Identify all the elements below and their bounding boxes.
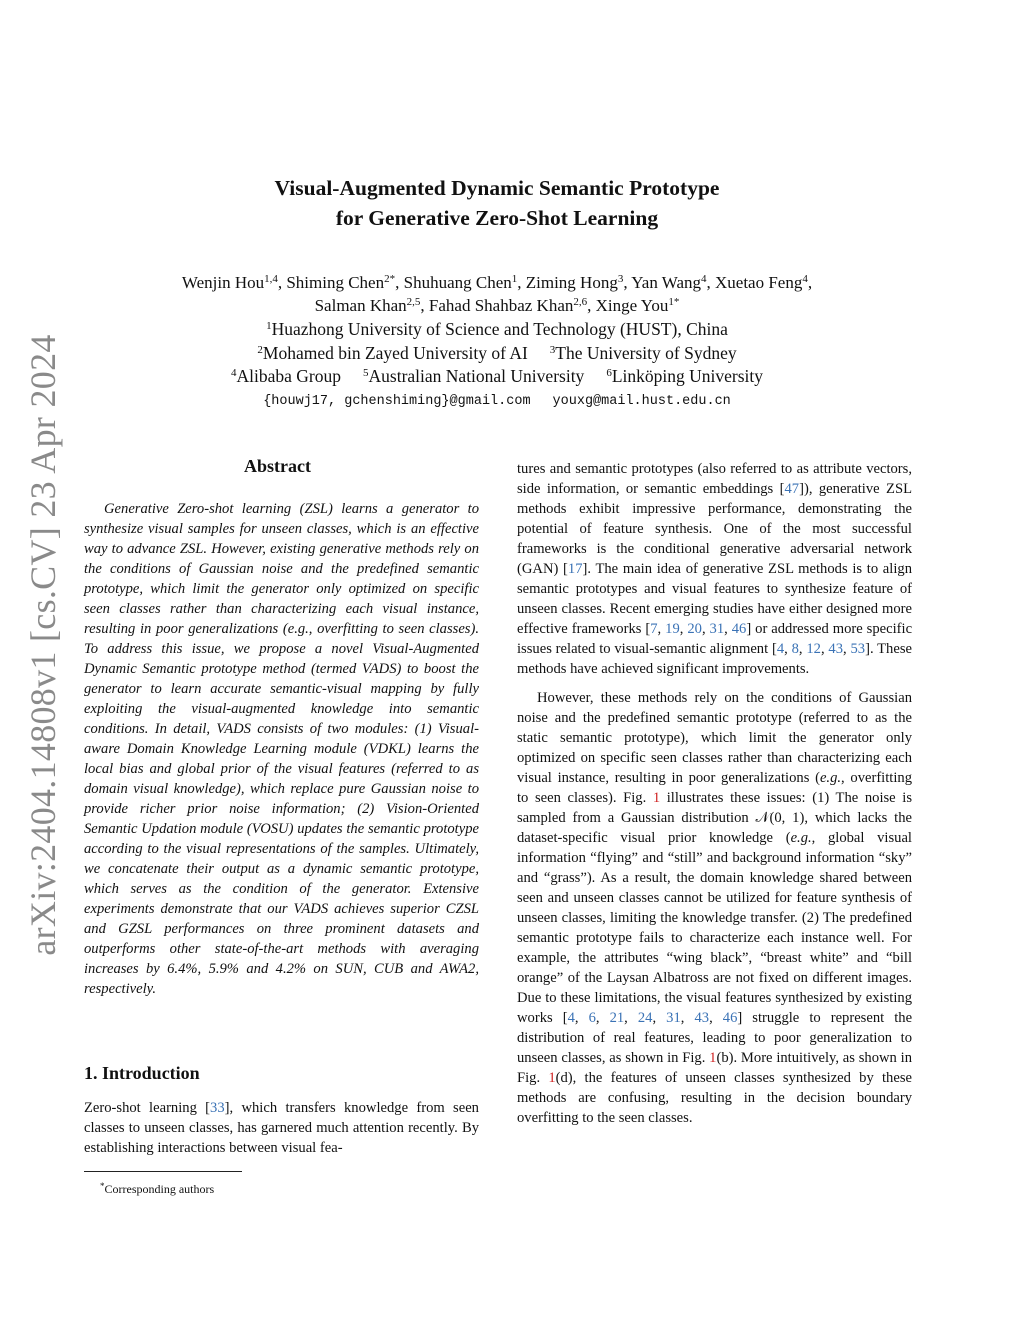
text-run: , global visual information “flying” and “still” and background information “sky” and “grass”). As a result, the domain knowledge shared between seen and unseen classes cannot be utilized for feature synthesis of unseen classes, limiting the knowledge transfer. (2) The predefined semantic prototype fails to characterize each instance well. For example, the attributes “wing black”, “breast white” and “bill orange” of the Laysan Albatross are not fixed on different images. Due to these limitations, the visual features synthesized by existing works [ xyxy=(517,830,912,1026)
text-run: , xyxy=(624,1010,638,1026)
author-line-2 xyxy=(100,294,894,317)
citation-link[interactable]: 19 xyxy=(665,621,680,637)
right-column xyxy=(517,459,912,1128)
email-group-2: youxg@mail.hust.edu.cn xyxy=(552,394,731,409)
right-paragraph-2 xyxy=(517,688,912,1128)
citation-link[interactable]: 31 xyxy=(666,1010,681,1026)
text-run: , xyxy=(784,641,792,657)
citation-link[interactable]: 17 xyxy=(567,561,583,577)
citation-link[interactable]: 33 xyxy=(210,1100,225,1116)
introduction-left-column xyxy=(84,1098,479,1158)
title-line-1: Visual-Augmented Dynamic Semantic Prototype xyxy=(274,176,720,200)
abstract-heading: Abstract xyxy=(244,456,311,476)
text-run: , xyxy=(652,1010,667,1026)
author: Ziming Hong$^3$, xyxy=(525,273,632,292)
text-run: , xyxy=(574,1010,589,1026)
footnote-rule xyxy=(84,1171,242,1172)
text-run: However, these methods rely on the conditions of Gaussian noise and the predefined semantic prototype (referred to as the static semantic prototype), which limit the generator only optimized on specific seen classes rather than characterizing each visual instance, resulting in poor generalizations ( xyxy=(517,690,912,786)
author: Shiming Chen$^{2*}$, xyxy=(286,273,404,292)
author: Wenjin Hou$^{1,4}$, xyxy=(181,273,287,292)
citation-link[interactable]: 46 xyxy=(722,1010,738,1026)
citation-link[interactable]: 4 xyxy=(776,641,785,657)
citation-link[interactable]: 6 xyxy=(588,1010,596,1026)
author: Xinge You$^{1*}$ xyxy=(595,296,680,315)
citation-link[interactable]: 43 xyxy=(828,641,844,657)
citation-link[interactable]: 53 xyxy=(850,641,866,657)
citation-link[interactable]: 24 xyxy=(637,1010,653,1026)
title-line-2: for Generative Zero-Shot Learning xyxy=(335,206,659,230)
intro-paragraph xyxy=(84,1098,479,1158)
text-run: ], which transfers knowledge from seen classes to unseen classes, has garnered much attention recently. By establishing interactions between visual fea- xyxy=(84,1100,479,1156)
text-run: , xyxy=(595,1010,610,1026)
author: Yan Wang$^4$, xyxy=(631,273,716,292)
abstract-text: Generative Zero-shot learning (ZSL) learns a generator to synthesize visual samples for unseen classes, which is an effective way to advance ZSL. However, existing generative methods rely on the conditions of Gaussian noise and the predefined semantic prototype, which limit the generator only optimized on specific seen classes rather than characterizing each visual instance, resulting in poor generalizations (e.g., overfitting to seen classes). To address this issue, we propose a novel Visual-Augmented Dynamic Semantic prototype method (termed VADS) to boost the generator to learn accurate semantic-visual mapping by fully exploiting the visual-augmented knowledge into semantic conditions. In detail, VADS consists of two modules: (1) Visual-aware Domain Knowledge Learning module (VDKL) learns the local bias and global prior of the visual features (referred to as domain visual knowledge), which replace pure Gaussian noise to provide richer prior noise information; (2) Vision-Oriented Semantic Updation module (VOSU) updates the semantic prototype according to the visual representations of the samples. Ultimately, we concatenate their output as a dynamic semantic prototype, which serves as the condition of the generator. Extensive experiments demonstrate that our VADS achieves superior CZSL and GZSL performances on three prominent datasets and outperforms other state-of-the-art methods with averaging increases by 6.4%, 5.9% and 4.2% on SUN, CUB and AWA2, respectively. xyxy=(84,501,479,997)
text-run: tures and semantic prototypes (also referred to as attribute vectors, side information, or semantic embeddings [ xyxy=(517,461,912,497)
text-run: ]. These methods have achieved significant improvements. xyxy=(517,641,912,677)
text-run: , xyxy=(798,641,807,657)
affiliation: $^3$The University of Sydney xyxy=(549,342,737,363)
text-run: Zero-shot learning [ xyxy=(84,1100,211,1116)
abstract-body xyxy=(84,499,479,999)
italic-text: e.g. xyxy=(790,830,812,846)
text-run: ] or addressed more specific issues related to visual-semantic alignment [ xyxy=(517,621,913,657)
affiliation: $^6$Linköping University xyxy=(606,366,763,386)
citation-link[interactable]: 46 xyxy=(731,621,747,637)
author-emails xyxy=(100,392,894,412)
affiliation-line-2 xyxy=(100,342,894,366)
citation-link[interactable]: 43 xyxy=(694,1010,710,1026)
email-group-1: {houwj17, gchenshiming}@gmail.com xyxy=(263,394,531,409)
right-paragraph-1 xyxy=(517,459,912,679)
figure-ref-link[interactable]: 1 xyxy=(652,790,661,806)
affiliation-line-1 xyxy=(100,318,894,342)
author: Salman Khan$^{2,5}$, xyxy=(314,296,429,315)
citation-link[interactable]: 31 xyxy=(709,621,725,637)
author: Shuhuang Chen$^1$, xyxy=(403,273,526,292)
paper-title xyxy=(112,173,882,233)
text-run: , overfitting to seen classes). Fig. xyxy=(517,770,912,806)
arxiv-stamp: arXiv:2404.14808v1 [cs.CV] 23 Apr 2024 xyxy=(23,334,63,956)
affiliation: $^2$Mohamed bin Zayed University of AI xyxy=(257,342,528,363)
text-run: , xyxy=(724,621,732,637)
text-run: ]), generative ZSL methods exhibit impressive performance, demonstrating the potential of feature synthesis. One of the most successful frameworks is the conditional generative adversarial network (GAN) [ xyxy=(517,481,912,577)
affiliation: $^5$Australian National University xyxy=(363,366,585,386)
text-run: , xyxy=(680,1010,695,1026)
text-run: (b). More intuitively, as shown in Fig. xyxy=(517,1050,912,1086)
citation-link[interactable]: 20 xyxy=(687,621,702,637)
citation-link[interactable]: 12 xyxy=(806,641,821,657)
text-run: (d), the features of unseen classes synthesized by these methods are confusing, resulting in the decision boundary overfitting to the seen classes. xyxy=(517,1070,912,1126)
author-line-1 xyxy=(100,271,894,294)
footnote: *Corresponding authors xyxy=(100,1181,215,1196)
author-list xyxy=(100,271,894,317)
italic-text: e.g. xyxy=(819,770,842,786)
citation-link[interactable]: 21 xyxy=(609,1010,625,1026)
text-run: , xyxy=(820,641,829,657)
author: Fahad Shahbaz Khan$^{2,6}$, xyxy=(428,296,596,315)
text-run: , xyxy=(657,621,666,637)
author: Xuetao Feng$^4$, xyxy=(715,273,813,292)
text-run: ]. The main idea of generative ZSL methods is to align semantic prototypes and visual features to synthesize feature of unseen classes. Recent emerging studies have either designed more effective frameworks [ xyxy=(517,561,912,637)
text-run: , xyxy=(679,621,688,637)
figure-ref-link[interactable]: 1 xyxy=(709,1050,717,1066)
introduction-heading: 1. Introduction xyxy=(84,1063,200,1083)
citation-link[interactable]: 4 xyxy=(567,1010,575,1026)
figure-ref-link[interactable]: 1 xyxy=(548,1070,556,1086)
citation-link[interactable]: 8 xyxy=(791,641,799,657)
text-run: illustrates these issues: (1) The noise is sampled from a Gaussian distribution 𝒩(0, 1), which lacks the dataset-specific visual prior knowledge ( xyxy=(517,790,912,846)
text-run: , xyxy=(843,641,851,657)
citation-link[interactable]: 47 xyxy=(784,481,800,497)
text-run: , xyxy=(701,621,710,637)
affiliations xyxy=(100,318,894,389)
affiliation: $^4$Alibaba Group xyxy=(231,366,342,386)
affiliation: $^1$Huazhong University of Science and Technology (HUST), China xyxy=(266,319,728,339)
text-run: ] struggle to represent the distribution of real features, leading to poor generalization to unseen classes, as shown in Fig. xyxy=(517,1010,913,1066)
text-run: , xyxy=(709,1010,723,1026)
citation-link[interactable]: 7 xyxy=(650,621,658,637)
affiliation-line-3 xyxy=(100,365,894,389)
